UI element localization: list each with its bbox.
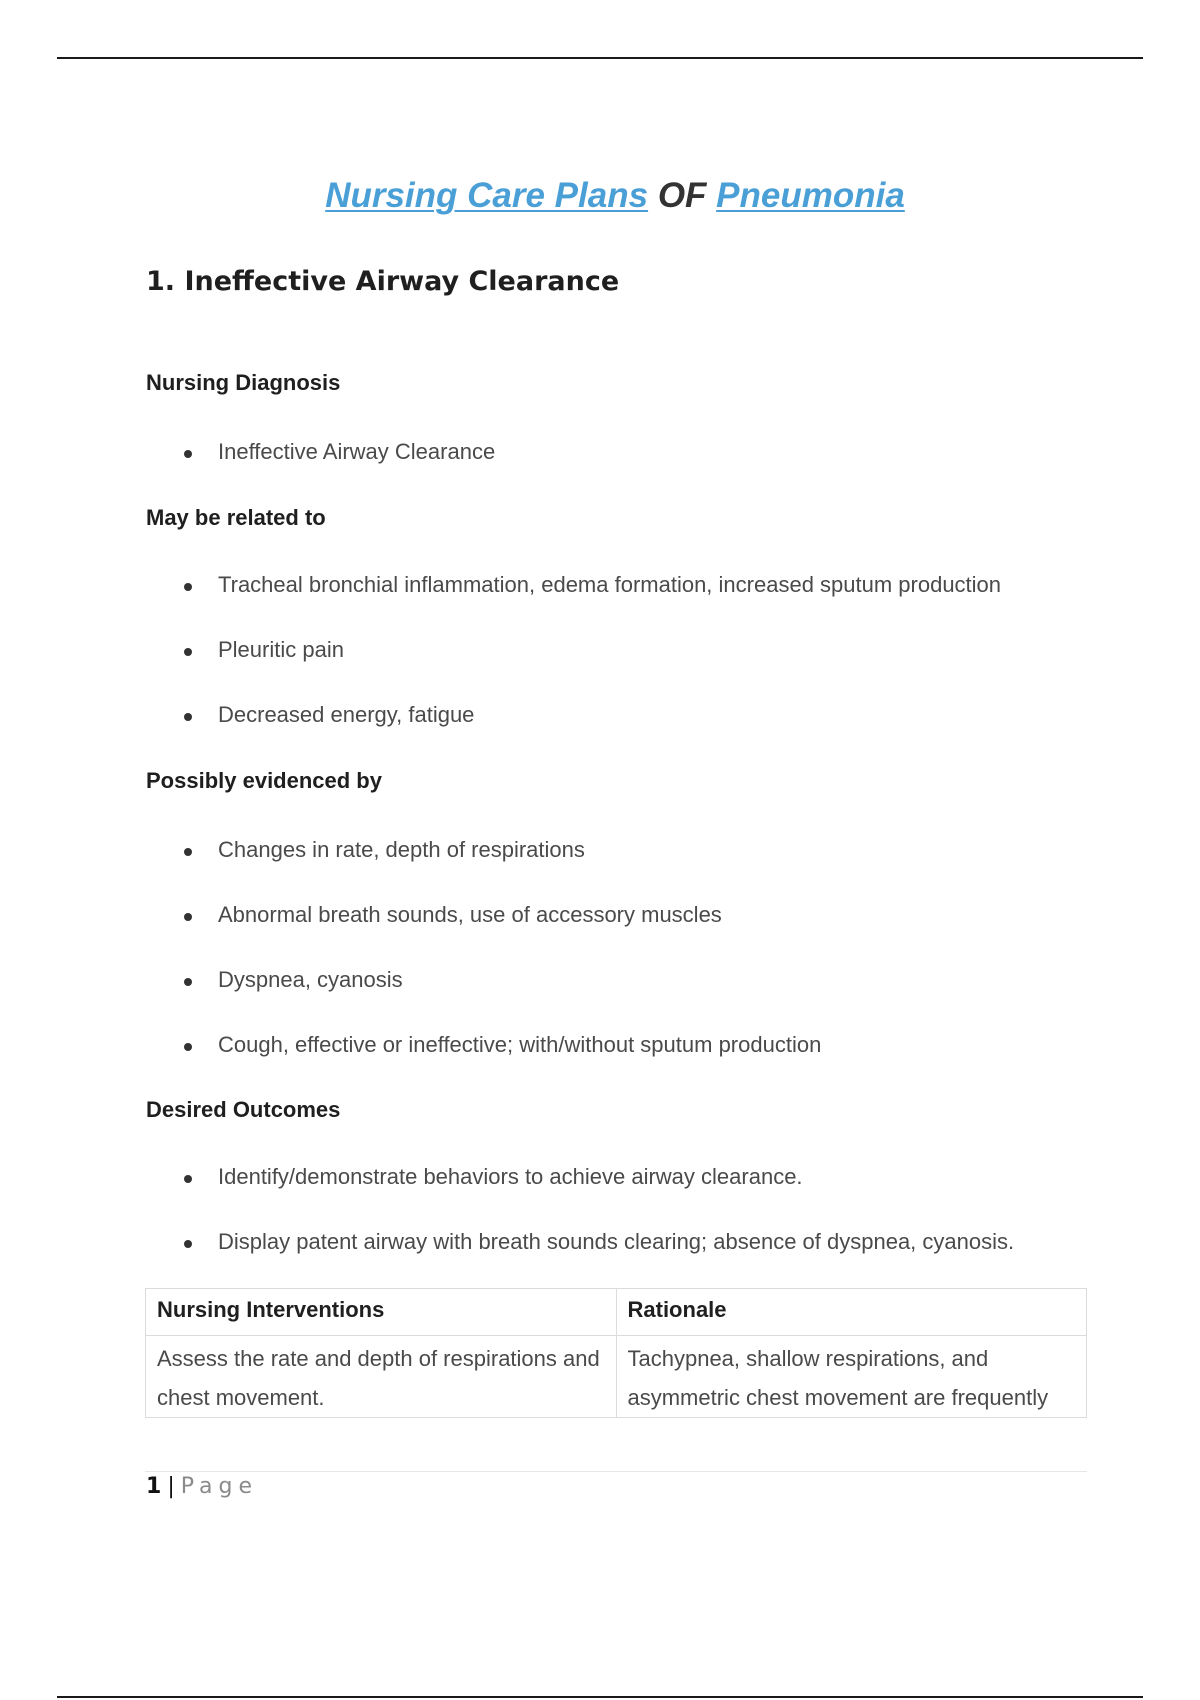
footer-separator: | (167, 1474, 175, 1499)
related-to-heading: May be related to (146, 505, 326, 530)
bullet-icon (184, 1043, 192, 1051)
column-header-rationale: Rationale (616, 1289, 1087, 1336)
bullet-icon (184, 848, 192, 856)
title-link-pneumonia[interactable]: Pneumonia (716, 176, 905, 215)
footer-divider (145, 1471, 1087, 1472)
desired-outcomes-heading: Desired Outcomes (146, 1097, 341, 1122)
column-header-interventions: Nursing Interventions (146, 1289, 617, 1336)
page-number: 1 (146, 1474, 162, 1499)
bottom-border-line (57, 1696, 1143, 1698)
interventions-table (145, 1288, 1087, 1418)
list-item: Pleuritic pain (0, 637, 1100, 667)
list-item: Abnormal breath sounds, use of accessory muscles (0, 902, 1100, 932)
bullet-icon (184, 583, 192, 591)
bullet-icon (184, 913, 192, 921)
list-item: Ineffective Airway Clearance (0, 439, 1100, 469)
list-item: Cough, effective or ineffective; with/without sputum production (0, 1032, 1100, 1062)
title-link-care-plans[interactable]: Nursing Care Plans (325, 176, 649, 215)
page-footer (146, 1474, 258, 1499)
top-border-line (57, 57, 1143, 59)
list-item: Display patent airway with breath sounds clearing; absence of dyspnea, cyanosis. (0, 1229, 1100, 1259)
section-heading: 1. Ineffective Airway Clearance (146, 266, 620, 297)
intervention-cell: Assess the rate and depth of respirations and chest movement. (146, 1336, 617, 1418)
page-title (0, 176, 1200, 216)
bullet-icon (184, 1240, 192, 1248)
list-item: Decreased energy, fatigue (0, 702, 1100, 732)
evidenced-by-heading: Possibly evidenced by (146, 768, 382, 793)
page-label: Page (180, 1474, 258, 1499)
list-item: Tracheal bronchial inflammation, edema formation, increased sputum production (0, 572, 1100, 602)
list-item: Changes in rate, depth of respirations (0, 837, 1100, 867)
list-item: Identify/demonstrate behaviors to achieve airway clearance. (0, 1164, 1100, 1194)
list-item: Dyspnea, cyanosis (0, 967, 1100, 997)
bullet-icon (184, 648, 192, 656)
table-header-row (146, 1289, 1087, 1336)
table-row (146, 1336, 1087, 1418)
nursing-diagnosis-heading: Nursing Diagnosis (146, 370, 341, 395)
bullet-icon (184, 450, 192, 458)
bullet-icon (184, 978, 192, 986)
title-connector: OF (657, 176, 707, 215)
rationale-cell: Tachypnea, shallow respirations, and asymmetric chest movement are frequently (616, 1336, 1087, 1418)
bullet-icon (184, 713, 192, 721)
bullet-icon (184, 1175, 192, 1183)
